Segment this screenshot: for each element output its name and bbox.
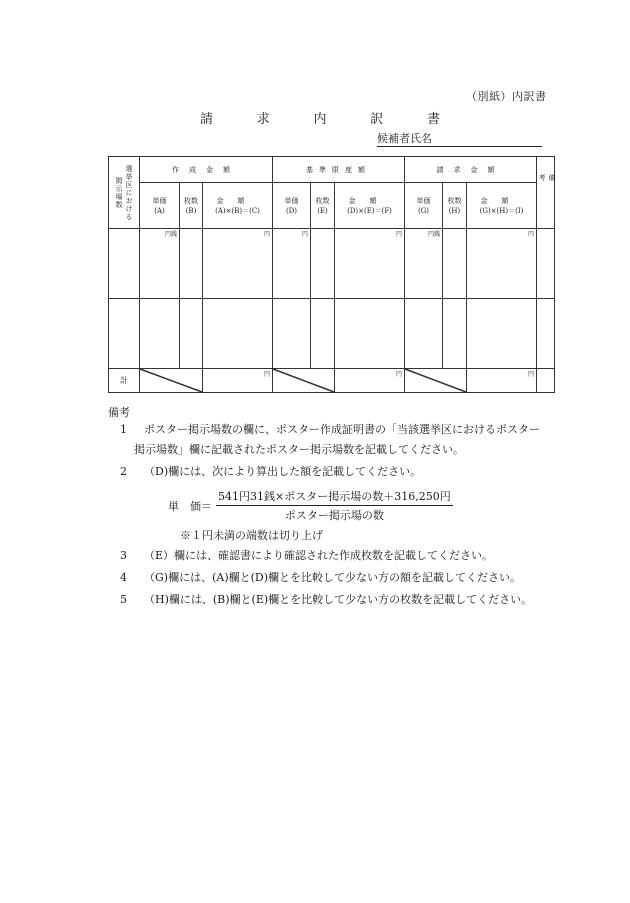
breakdown-table — [108, 156, 555, 393]
cell-g-1[interactable]: 円銭 — [405, 229, 443, 299]
col-amount-f: 金額 (D)×(E)＝(F) — [335, 183, 405, 229]
cell-i-2[interactable] — [467, 299, 537, 369]
cell-districts-1[interactable] — [109, 229, 140, 299]
formula-denominator: ポスター掲示場の数 — [284, 509, 384, 522]
note-2: 2 （D)欄には、次により算出した額を記載してください。 — [120, 465, 422, 478]
cell-remarks-1[interactable] — [537, 229, 555, 299]
table-row — [109, 229, 555, 299]
cell-f-1[interactable]: 円 — [335, 229, 405, 299]
candidate-name-field[interactable] — [377, 130, 542, 147]
section-limit-header: 基準限度額 — [273, 157, 405, 183]
cell-e-2[interactable] — [311, 299, 335, 369]
total-gh-diagonal — [405, 369, 467, 393]
section-made-header: 作成金額 — [140, 157, 273, 183]
title-char-1: 請 — [200, 112, 214, 127]
cell-g-2[interactable] — [405, 299, 443, 369]
note-3: 3 （E）欄には、確認書により確認された作成枚数を記載してください。 — [120, 549, 494, 562]
cell-i-1[interactable]: 円 — [467, 229, 537, 299]
note-4: 4 （G)欄には、(A)欄と(D)欄とを比較して少ない方の額を記載してください。 — [120, 571, 522, 584]
cell-d-1[interactable]: 円 — [273, 229, 311, 299]
total-remarks[interactable] — [537, 369, 555, 393]
remarks-col-header: 備考 — [537, 157, 555, 229]
total-i[interactable]: 円 — [467, 369, 537, 393]
title-char-2: 求 — [256, 112, 270, 127]
cell-c-2[interactable] — [203, 299, 273, 369]
rounding-note: ※１円未満の端数は切り上げ — [180, 529, 323, 542]
total-c[interactable]: 円 — [203, 369, 273, 393]
unit-price-formula — [168, 488, 453, 523]
total-label: 計 — [109, 369, 140, 393]
col-amount-c: 金額 (A)×(B)＝(C) — [203, 183, 273, 229]
cell-e-1[interactable] — [311, 229, 335, 299]
row-header: 選挙区における掲示場数 — [115, 164, 133, 221]
cell-d-2[interactable] — [273, 299, 311, 369]
cell-b-2[interactable] — [180, 299, 203, 369]
table-row — [109, 299, 555, 369]
attachment-label: （別紙）内訳書 — [466, 90, 547, 103]
col-unit-price-g: 単価 (G) — [405, 183, 443, 229]
cell-f-2[interactable] — [335, 299, 405, 369]
cell-districts-2[interactable] — [109, 299, 140, 369]
cell-c-1[interactable]: 円 — [203, 229, 273, 299]
cell-a-1[interactable]: 円銭 — [140, 229, 180, 299]
formula-label: 単 価＝ — [168, 499, 212, 513]
title-char-5: 書 — [426, 112, 440, 127]
note-1: 1 ポスター掲示場数の欄に、ポスター作成証明書の「当該選挙区におけるポスター 掲示場数」欄に記載されたポスター掲示場数を記載してください。 — [120, 423, 540, 456]
document-title — [200, 108, 440, 127]
candidate-name-label: 候補者氏名 — [377, 132, 432, 145]
notes-heading: 備考 — [108, 406, 130, 419]
title-char-3: 内 — [313, 112, 327, 127]
formula-numerator: 541円31銭×ポスター掲示場の数＋316,250円 — [216, 488, 453, 506]
cell-h-1[interactable] — [443, 229, 467, 299]
cell-h-2[interactable] — [443, 299, 467, 369]
note-5: 5 （H)欄には、(B)欄と(E)欄とを比較して少ない方の枚数を記載してください。 — [120, 593, 533, 606]
cell-a-2[interactable] — [140, 299, 180, 369]
col-sheets-b: 枚数 (B) — [180, 183, 203, 229]
col-sheets-h: 枚数 (H) — [443, 183, 467, 229]
col-amount-i: 金額 (G)×(H)＝(I) — [467, 183, 537, 229]
col-sheets-e: 枚数 (E) — [311, 183, 335, 229]
total-de-diagonal — [273, 369, 335, 393]
total-ab-diagonal — [140, 369, 203, 393]
cell-b-1[interactable] — [180, 229, 203, 299]
col-unit-price-a: 単価 (A) — [140, 183, 180, 229]
cell-remarks-2[interactable] — [537, 299, 555, 369]
col-unit-price-d: 単価 (D) — [273, 183, 311, 229]
total-row — [109, 369, 555, 393]
total-f[interactable]: 円 — [335, 369, 405, 393]
title-char-4: 訳 — [370, 112, 384, 127]
row-header-cell — [109, 157, 140, 229]
section-claim-header: 請求金額 — [405, 157, 537, 183]
